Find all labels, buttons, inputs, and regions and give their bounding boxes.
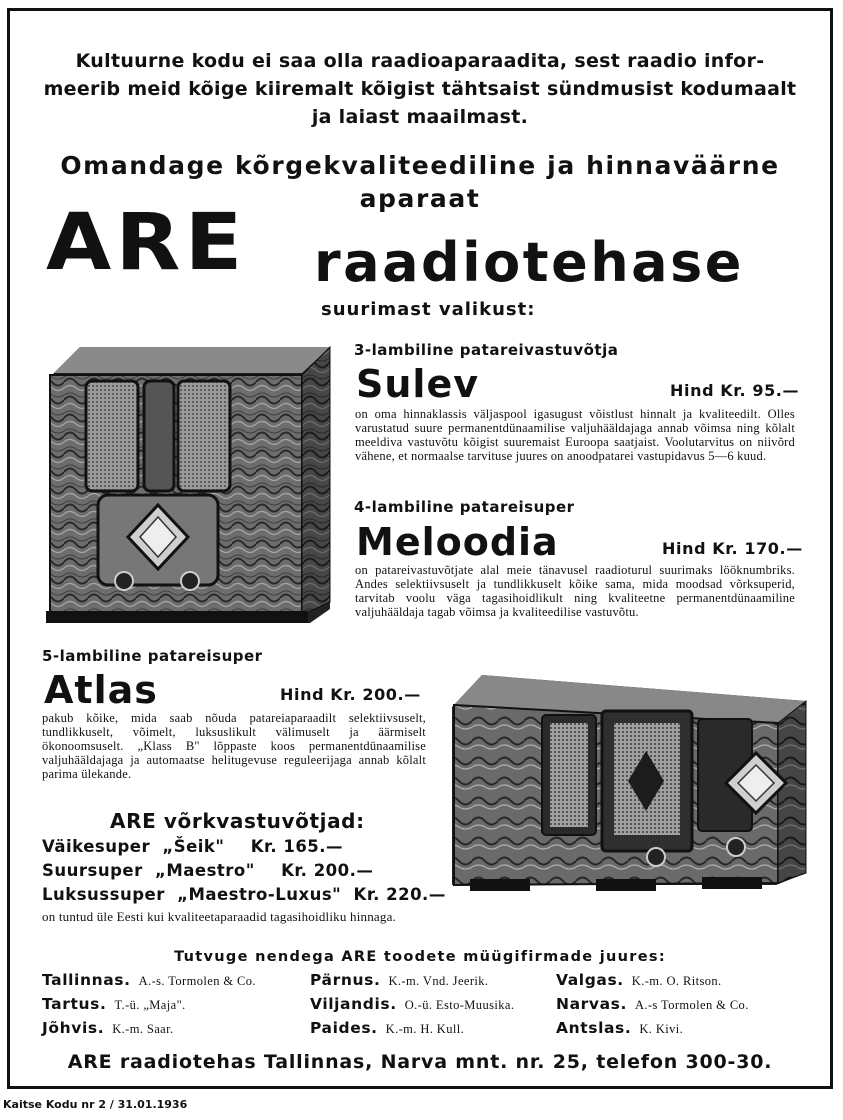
meloodia-name: Meloodia	[356, 520, 559, 564]
meloodia-description: on patareivastuvõtjate alal meie tänavusel raadioturul suurimaks lööknumbriks. Andes selektiivsuselt ja tundlikkuselt kõike sama, mida moodsad võrksuperid, tarvitab voolu väga tagasihoidlikult ning kvaliteetne permanentdünaamiline valjuhääldaja tagab võimsa ja kvaliteedilise vastuvõtu.	[355, 563, 795, 619]
atlas-price: Hind Kr. 200.—	[280, 685, 421, 704]
sulev-subtitle: 3-lambiline patareivastuvõtja	[354, 341, 619, 359]
atlas-subtitle: 5-lambiline patareisuper	[42, 647, 263, 665]
network-item-seik: Väikesuper „Šeik" Kr. 165.—	[42, 837, 344, 856]
source-caption: Kaitse Kodu nr 2 / 31.01.1936	[3, 1098, 188, 1111]
radio-illustration-wide	[446, 671, 808, 895]
sulev-price: Hind Kr. 95.—	[670, 381, 800, 400]
choice-subtitle: suurimast valikust:	[321, 299, 536, 320]
dealer-valga: Valgas. K.-m. O. Ritson.	[556, 971, 722, 989]
dealer-tallinn: Tallinnas. A.-s. Tormolen & Co.	[42, 971, 256, 989]
headline: Omandage kõrgekvaliteediline ja hinnaväärne aparaat	[60, 151, 780, 213]
network-title: ARE võrkvastuvõtjad:	[110, 809, 365, 833]
network-note: on tuntud üle Eesti kui kvaliteetaparaadid tagasihoidliku hinnaga.	[42, 909, 396, 924]
dealer-antsla: Antslas. K. Kivi.	[556, 1019, 684, 1037]
dealer-paide: Paides. K.-m. H. Kull.	[310, 1019, 465, 1037]
meloodia-subtitle: 4-lambiline patareisuper	[354, 498, 575, 516]
dealer-parnu: Pärnus. K.-m. Vnd. Jeerik.	[310, 971, 489, 989]
dealer-johvi: Jõhvis. K.-m. Saar.	[42, 1019, 174, 1037]
sulev-description: on oma hinnaklassis väljaspool igasugust võistlust hinnalt ja kvaliteedilt. Olles varustatud suure permanentdünaamilise valjuhääldajaga annab võimsa ning kõlalt meeldiva vastuvõtu kõigist suuremaist Euroopa saatjaist. Voolutarvitus on niivõrd vähene, et normaalse tarvituse juures on anoodpatarei vastupidavus 5—6 kuud.	[355, 407, 795, 463]
dealer-viljandi: Viljandis. O.-ü. Esto-Muusika.	[310, 995, 515, 1013]
network-item-maestro-luxus: Luksussuper „Maestro-Luxus" Kr. 220.—	[42, 885, 446, 904]
dealer-tartu: Tartus. T.-ü. „Maja".	[42, 995, 186, 1013]
advertisement-frame	[7, 8, 833, 1089]
dealers-title: Tutvuge nendega ARE toodete müügifirmade juures:	[174, 949, 666, 965]
sulev-name: Sulev	[356, 362, 479, 406]
radio-illustration-tall	[40, 337, 332, 625]
intro-text: Kultuurne kodu ei saa olla raadioaparaadita, sest raadio infor- meerib meid kõige kiiremalt kõigist tähtsaist sündmusist kodumaalt ja laiast maailmast.	[43, 50, 797, 128]
factory-title: raadiotehase	[314, 231, 744, 294]
footer-address: ARE raadiotehas Tallinnas, Narva mnt. nr. 25, telefon 300-30.	[67, 1051, 773, 1073]
atlas-name: Atlas	[44, 668, 158, 712]
are-logo: ARE	[46, 198, 247, 288]
network-item-maestro: Suursuper „Maestro" Kr. 200.—	[42, 861, 374, 880]
meloodia-price: Hind Kr. 170.—	[662, 539, 803, 558]
atlas-description: pakub kõike, mida saab nõuda patareiaparaadilt selektiivsuselt, tundlikkuselt, võimelt, luksuslikult välimuselt ja äärmiselt ökonoomsuselt. „Klass B" lõppaste koos permanentdünaamilise valjuhääldajaga ja automaatse helitugevuse reguleerijaga annab kõlalt parima ülekande.	[42, 711, 426, 781]
dealer-narva: Narvas. A.-s Tormolen & Co.	[556, 995, 749, 1013]
